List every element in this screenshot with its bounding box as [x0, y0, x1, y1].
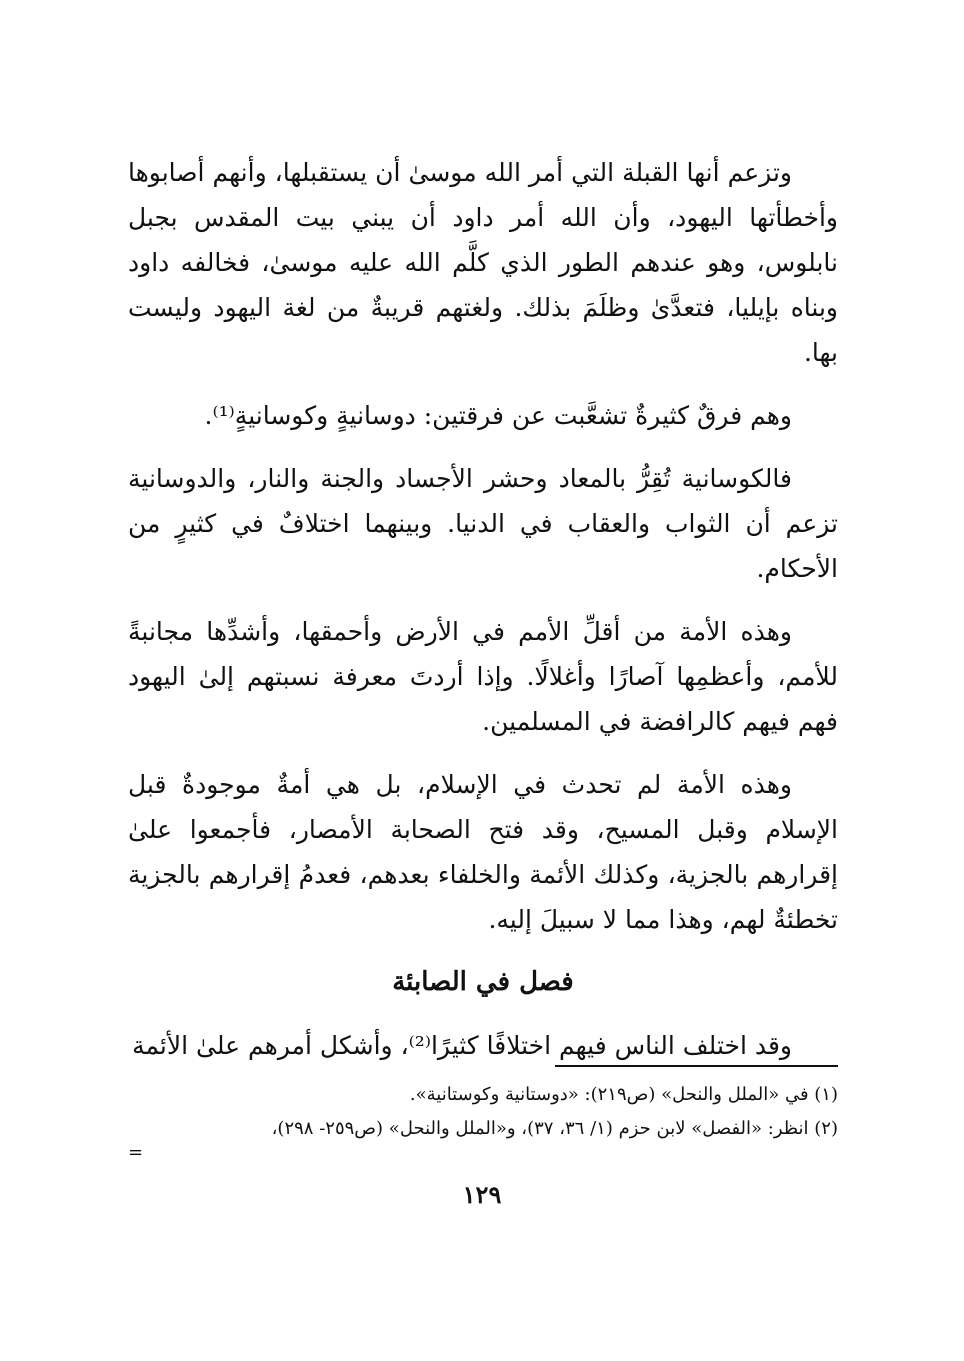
paragraph-5: وهذه الأمة لم تحدث في الإسلام، بل هي أمةٌ موجودةٌ قبل الإسلام وقبل المسيح، وقد فتح الصحابة الأمصار، فأجمعوا علىٰ إقرارهم بالجزية، وكذلك الأئمة والخلفاء بعدهم، فعدمُ إقرارهم بالجزية تخطئةٌ لهم، وهذا مما لا سبيلَ إليه.: [128, 770, 838, 934]
footnotes: [128, 1078, 838, 1163]
footnote-2: (٢) انظر: «الفصل» لابن حزم (١/ ٣٦، ٣٧)، و«الملل والنحل» (ص٢٥٩- ٢٩٨)،: [271, 1118, 838, 1139]
footnote-continuation-marker: =: [128, 1142, 144, 1163]
section-heading: فصل في الصابئة: [392, 967, 574, 997]
paragraph-2: وهم فرقٌ كثيرةٌ تشعَّبت عن فرقتين: دوسانيةٍ وكوسانيةٍ⁽¹⁾.: [204, 401, 792, 430]
paragraph-6: وقد اختلف الناس فيهم اختلافًا كثيرًا⁽²⁾، وأشكل أمرهم علىٰ الأئمة: [132, 1031, 792, 1060]
paragraph-1: وتزعم أنها القبلة التي أمر الله موسىٰ أن يستقبلها، وأنهم أصابوها وأخطأتها اليهود، وأن الله أمر داود أن يبني بيت المقدس بجبل نابلوس، وهو عندهم الطور الذي كلَّم الله عليه موسىٰ، فخالفه داود وبناه بإيليا، فتعدَّىٰ وظلَمَ بذلك. ولغتهم قريبةٌ من لغة اليهود وليست بها.: [128, 158, 838, 367]
footnote-1: (١) في «الملل والنحل» (ص٢١٩): «دوستانية وكوستانية».: [409, 1084, 838, 1105]
page-number: ١٢٩: [462, 1180, 502, 1209]
footnote-divider: [555, 1065, 838, 1067]
paragraph-3: فالكوسانية تُقِرُّ بالمعاد وحشر الأجساد والجنة والنار، والدوسانية تزعم أن الثواب والعقاب في الدنيا. وبينهما اختلافٌ في كثيرٍ من الأحكام.: [128, 464, 838, 583]
main-text: [128, 150, 838, 1086]
paragraph-4: وهذه الأمة من أقلِّ الأمم في الأرض وأحمقها، وأشدِّها مجانبةً للأمم، وأعظمِها آصارًا وأغلالًا. وإذا أردتَ معرفة نسبتهم إلىٰ اليهود فهم فيهم كالرافضة في المسلمين.: [128, 617, 838, 736]
